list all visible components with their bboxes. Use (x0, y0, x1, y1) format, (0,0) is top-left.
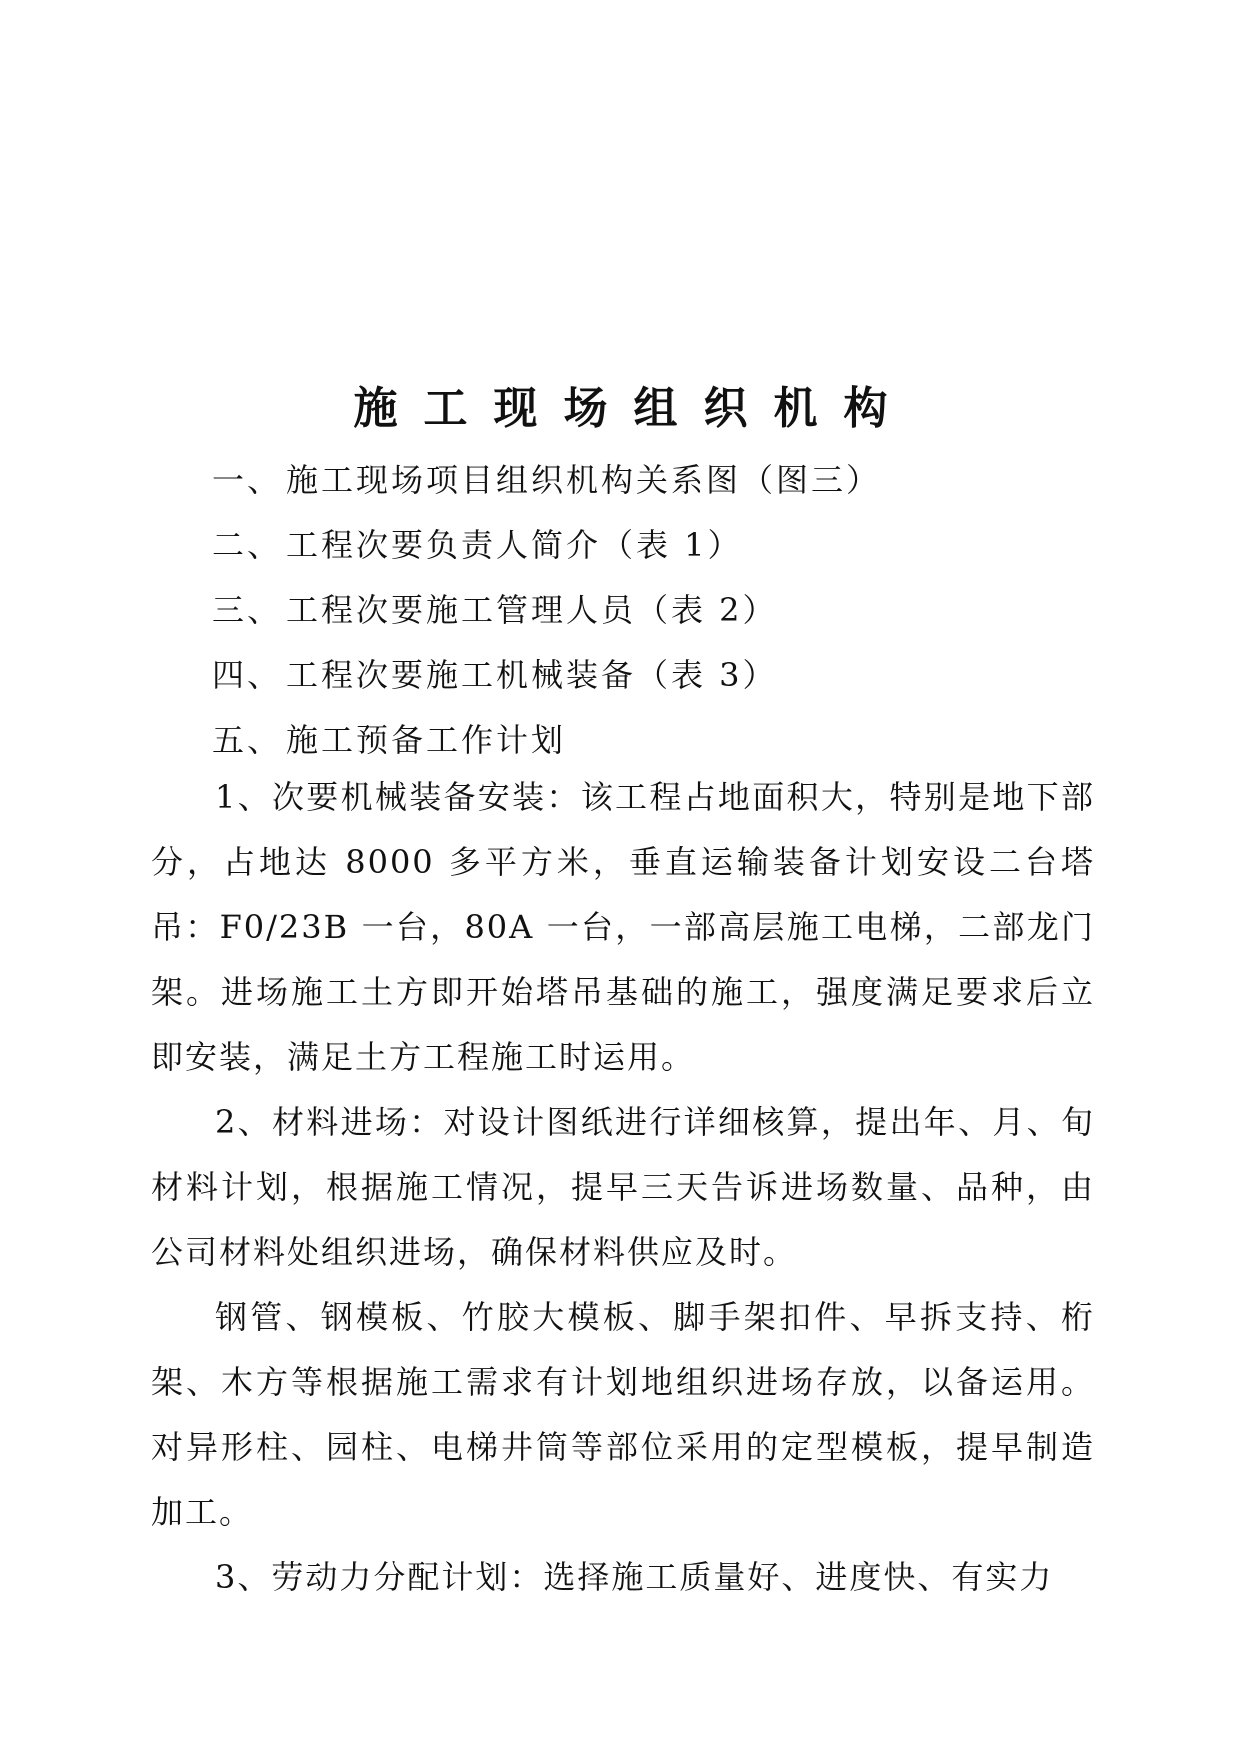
outline-item-text: 施工预备工作计划 (286, 721, 567, 759)
page-title: 施工现场组织机构 (353, 383, 914, 435)
outline-item-text: 工程次要施工管理人员（表 2） (286, 591, 778, 629)
outline-item (212, 643, 881, 708)
paragraph-formwork-materials: 钢管、钢模板、竹胶大模板、脚手架扣件、早拆支持、桁架、木方等根据施工需求有计划地组织进场存放，以备运用。对异形柱、园柱、电梯井筒等部位采用的定型模板，提早制造加工。 (151, 1298, 1095, 1531)
outline-item-number: 五、 (212, 721, 283, 759)
outline-item (212, 448, 881, 513)
outline-item (212, 578, 881, 643)
paragraph-equipment-installation: 1、次要机械装备安装：该工程占地面积大，特别是地下部分，占地达 8000 多平方米，垂直运输装备计划安设二台塔吊：F0/23B 一台，80A 一台，一部高层施工电梯，二部龙门架。进场施工土方即开始塔吊基础的施工，强度满足要求后立即安装，满足土方工程施工时运用。 (151, 778, 1095, 1076)
outline-item-number: 三、 (212, 591, 283, 629)
paragraph-material-entry: 2、材料进场：对设计图纸进行详细核算，提出年、月、旬材料计划，根据施工情况，提早三天告诉进场数量、品种，由公司材料处组织进场，确保材料供应及时。 (151, 1103, 1095, 1271)
outline-item (212, 708, 881, 773)
outline-item-text: 工程次要施工机械装备（表 3） (286, 656, 778, 694)
outline-item-number: 二、 (212, 526, 283, 564)
outline-item (212, 513, 881, 578)
outline-item-text: 施工现场项目组织机构关系图（图三） (286, 461, 882, 499)
outline-list (212, 448, 881, 773)
outline-item-number: 一、 (212, 461, 283, 499)
paragraph-labor-plan: 3、劳动力分配计划：选择施工质量好、进度快、有实力 (215, 1558, 1054, 1596)
outline-item-text: 工程次要负责人简介（表 1） (286, 526, 743, 564)
body-text (151, 765, 1095, 1610)
outline-item-number: 四、 (212, 656, 283, 694)
